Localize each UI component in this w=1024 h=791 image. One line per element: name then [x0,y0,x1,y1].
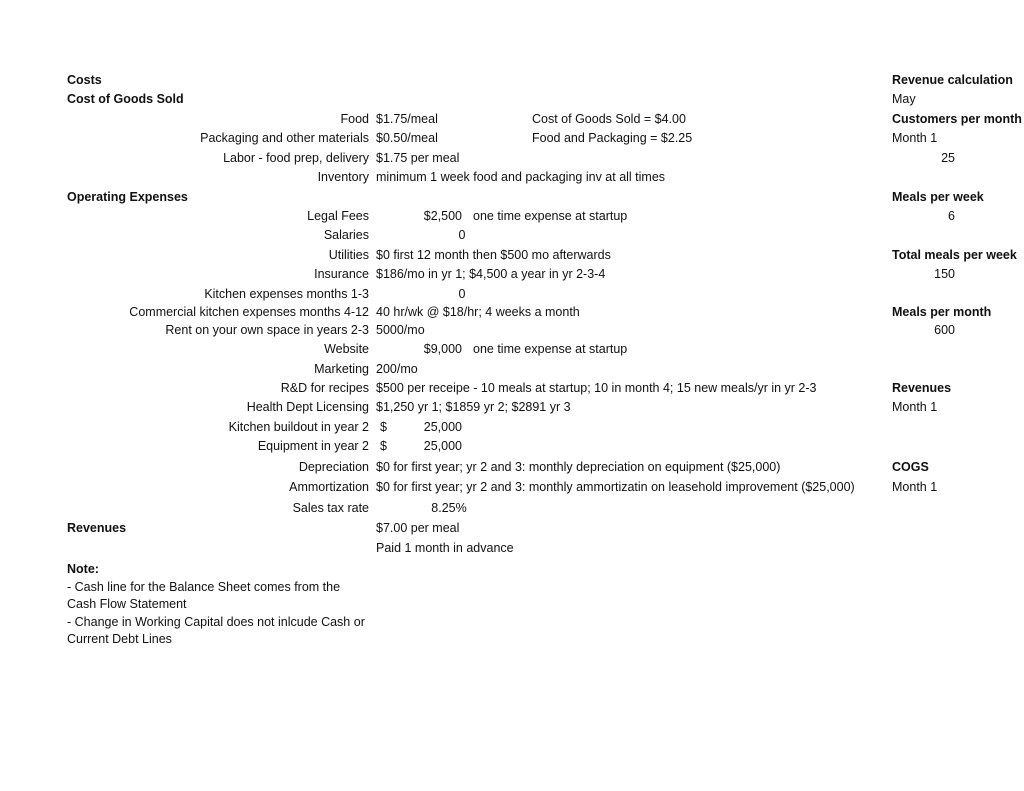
opex-label-ammortization: Ammortization [289,480,369,494]
opex-dollar-buildout: $ [380,420,387,434]
opex-label-salaries: Salaries [323,228,369,242]
opex-amount-legal: $2,500 [423,209,462,223]
customers-label: Customers per month [892,112,1022,126]
opex-label-kitchen-1-3: Kitchen expenses months 1-3 [204,287,369,301]
customers-month-label: Month 1 [892,131,938,145]
meals-per-month-value: 600 [934,323,955,337]
cogs-label-food: Food [340,112,369,126]
customers-value: 25 [941,151,955,165]
meals-per-month-label: Meals per month [892,305,992,319]
opex-value-utilities: $0 first 12 month then $500 mo afterwards [376,248,611,262]
opex-label-rnd: R&D for recipes [280,381,369,395]
revenues-month-label: Month 1 [892,400,938,414]
opex-amount-buildout: 25,000 [423,420,462,434]
opex-value-depreciation: $0 for first year; yr 2 and 3: monthly depreciation on equipment ($25,000) [376,460,781,474]
opex-amount-website: $9,000 [423,342,462,356]
opex-amount-salaries: 0 [458,228,466,242]
cogs-value-food: $1.75/meal [376,112,438,126]
opex-value-kitchen-4-12: 40 hr/wk @ $18/hr; 4 weeks a month [376,305,580,319]
opex-value-rent: 5000/mo [376,323,425,337]
opex-heading: Operating Expenses [67,190,188,204]
opex-label-insurance: Insurance [314,267,369,281]
opex-value-marketing: 200/mo [376,362,418,376]
food-packaging-note: Food and Packaging = $2.25 [532,131,693,145]
cogs-value-packaging: $0.50/meal [376,131,438,145]
revenues-right-label: Revenues [892,381,952,395]
opex-label-buildout: Kitchen buildout in year 2 [228,420,369,434]
opex-value-health: $1,250 yr 1; $1859 yr 2; $2891 yr 3 [376,400,571,414]
opex-note-legal: one time expense at startup [473,209,628,223]
meals-per-week-label: Meals per week [892,190,984,204]
cogs-label-inventory: Inventory [317,170,369,184]
cogs-label-packaging: Packaging and other materials [200,131,369,145]
opex-label-rent: Rent on your own space in years 2-3 [165,323,369,337]
opex-label-equipment: Equipment in year 2 [257,439,369,453]
opex-label-legal: Legal Fees [307,209,369,223]
total-meals-label: Total meals per week [892,248,1017,262]
note-line: - Change in Working Capital does not inlcude Cash or [67,615,365,629]
total-meals-value: 150 [934,267,955,281]
meals-per-week-value: 6 [948,209,955,223]
revenue-price: $7.00 per meal [376,521,460,535]
opex-value-insurance: $186/mo in yr 1; $4,500 a year in yr 2-3-4 [376,267,606,281]
note-line: - Cash line for the Balance Sheet comes from the [67,580,341,594]
opex-label-kitchen-4-12: Commercial kitchen expenses months 4-12 [129,305,369,319]
opex-label-depreciation: Depreciation [298,460,369,474]
revenues-heading: Revenues [67,521,127,535]
opex-amount-sales-tax: 8.25% [431,501,467,515]
opex-label-sales-tax: Sales tax rate [292,501,369,515]
cogs-month-label: Month 1 [892,480,938,494]
opex-amount-kitchen-1-3: 0 [458,287,466,301]
month-name: May [892,92,916,106]
opex-label-health: Health Dept Licensing [246,400,369,414]
opex-dollar-equipment: $ [380,439,387,453]
opex-label-utilities: Utilities [328,248,369,262]
note-line: Current Debt Lines [67,632,172,646]
cogs-value-labor: $1.75 per meal [376,151,460,165]
opex-value-ammortization: $0 for first year; yr 2 and 3: monthly ammortizatin on leasehold improvement ($25,000) [376,480,855,494]
opex-amount-equipment: 25,000 [423,439,462,453]
note-line: Cash Flow Statement [67,597,187,611]
costs-heading: Costs [67,73,102,87]
revenue-terms: Paid 1 month in advance [376,541,514,555]
cogs-value-inventory: minimum 1 week food and packaging inv at all times [376,170,666,184]
opex-label-website: Website [324,342,369,356]
cogs-label-labor: Labor - food prep, delivery [223,151,369,165]
opex-note-website: one time expense at startup [473,342,628,356]
cogs-heading: Cost of Goods Sold [67,92,184,106]
cogs-right-label: COGS [892,460,929,474]
cogs-total-note: Cost of Goods Sold = $4.00 [532,112,686,126]
note-heading: Note: [67,562,99,576]
opex-label-marketing: Marketing [314,362,369,376]
opex-value-rnd: $500 per receipe - 10 meals at startup; 10 in month 4; 15 new meals/yr in yr 2-3 [376,381,817,395]
revenue-calc-heading: Revenue calculation [892,73,1013,87]
